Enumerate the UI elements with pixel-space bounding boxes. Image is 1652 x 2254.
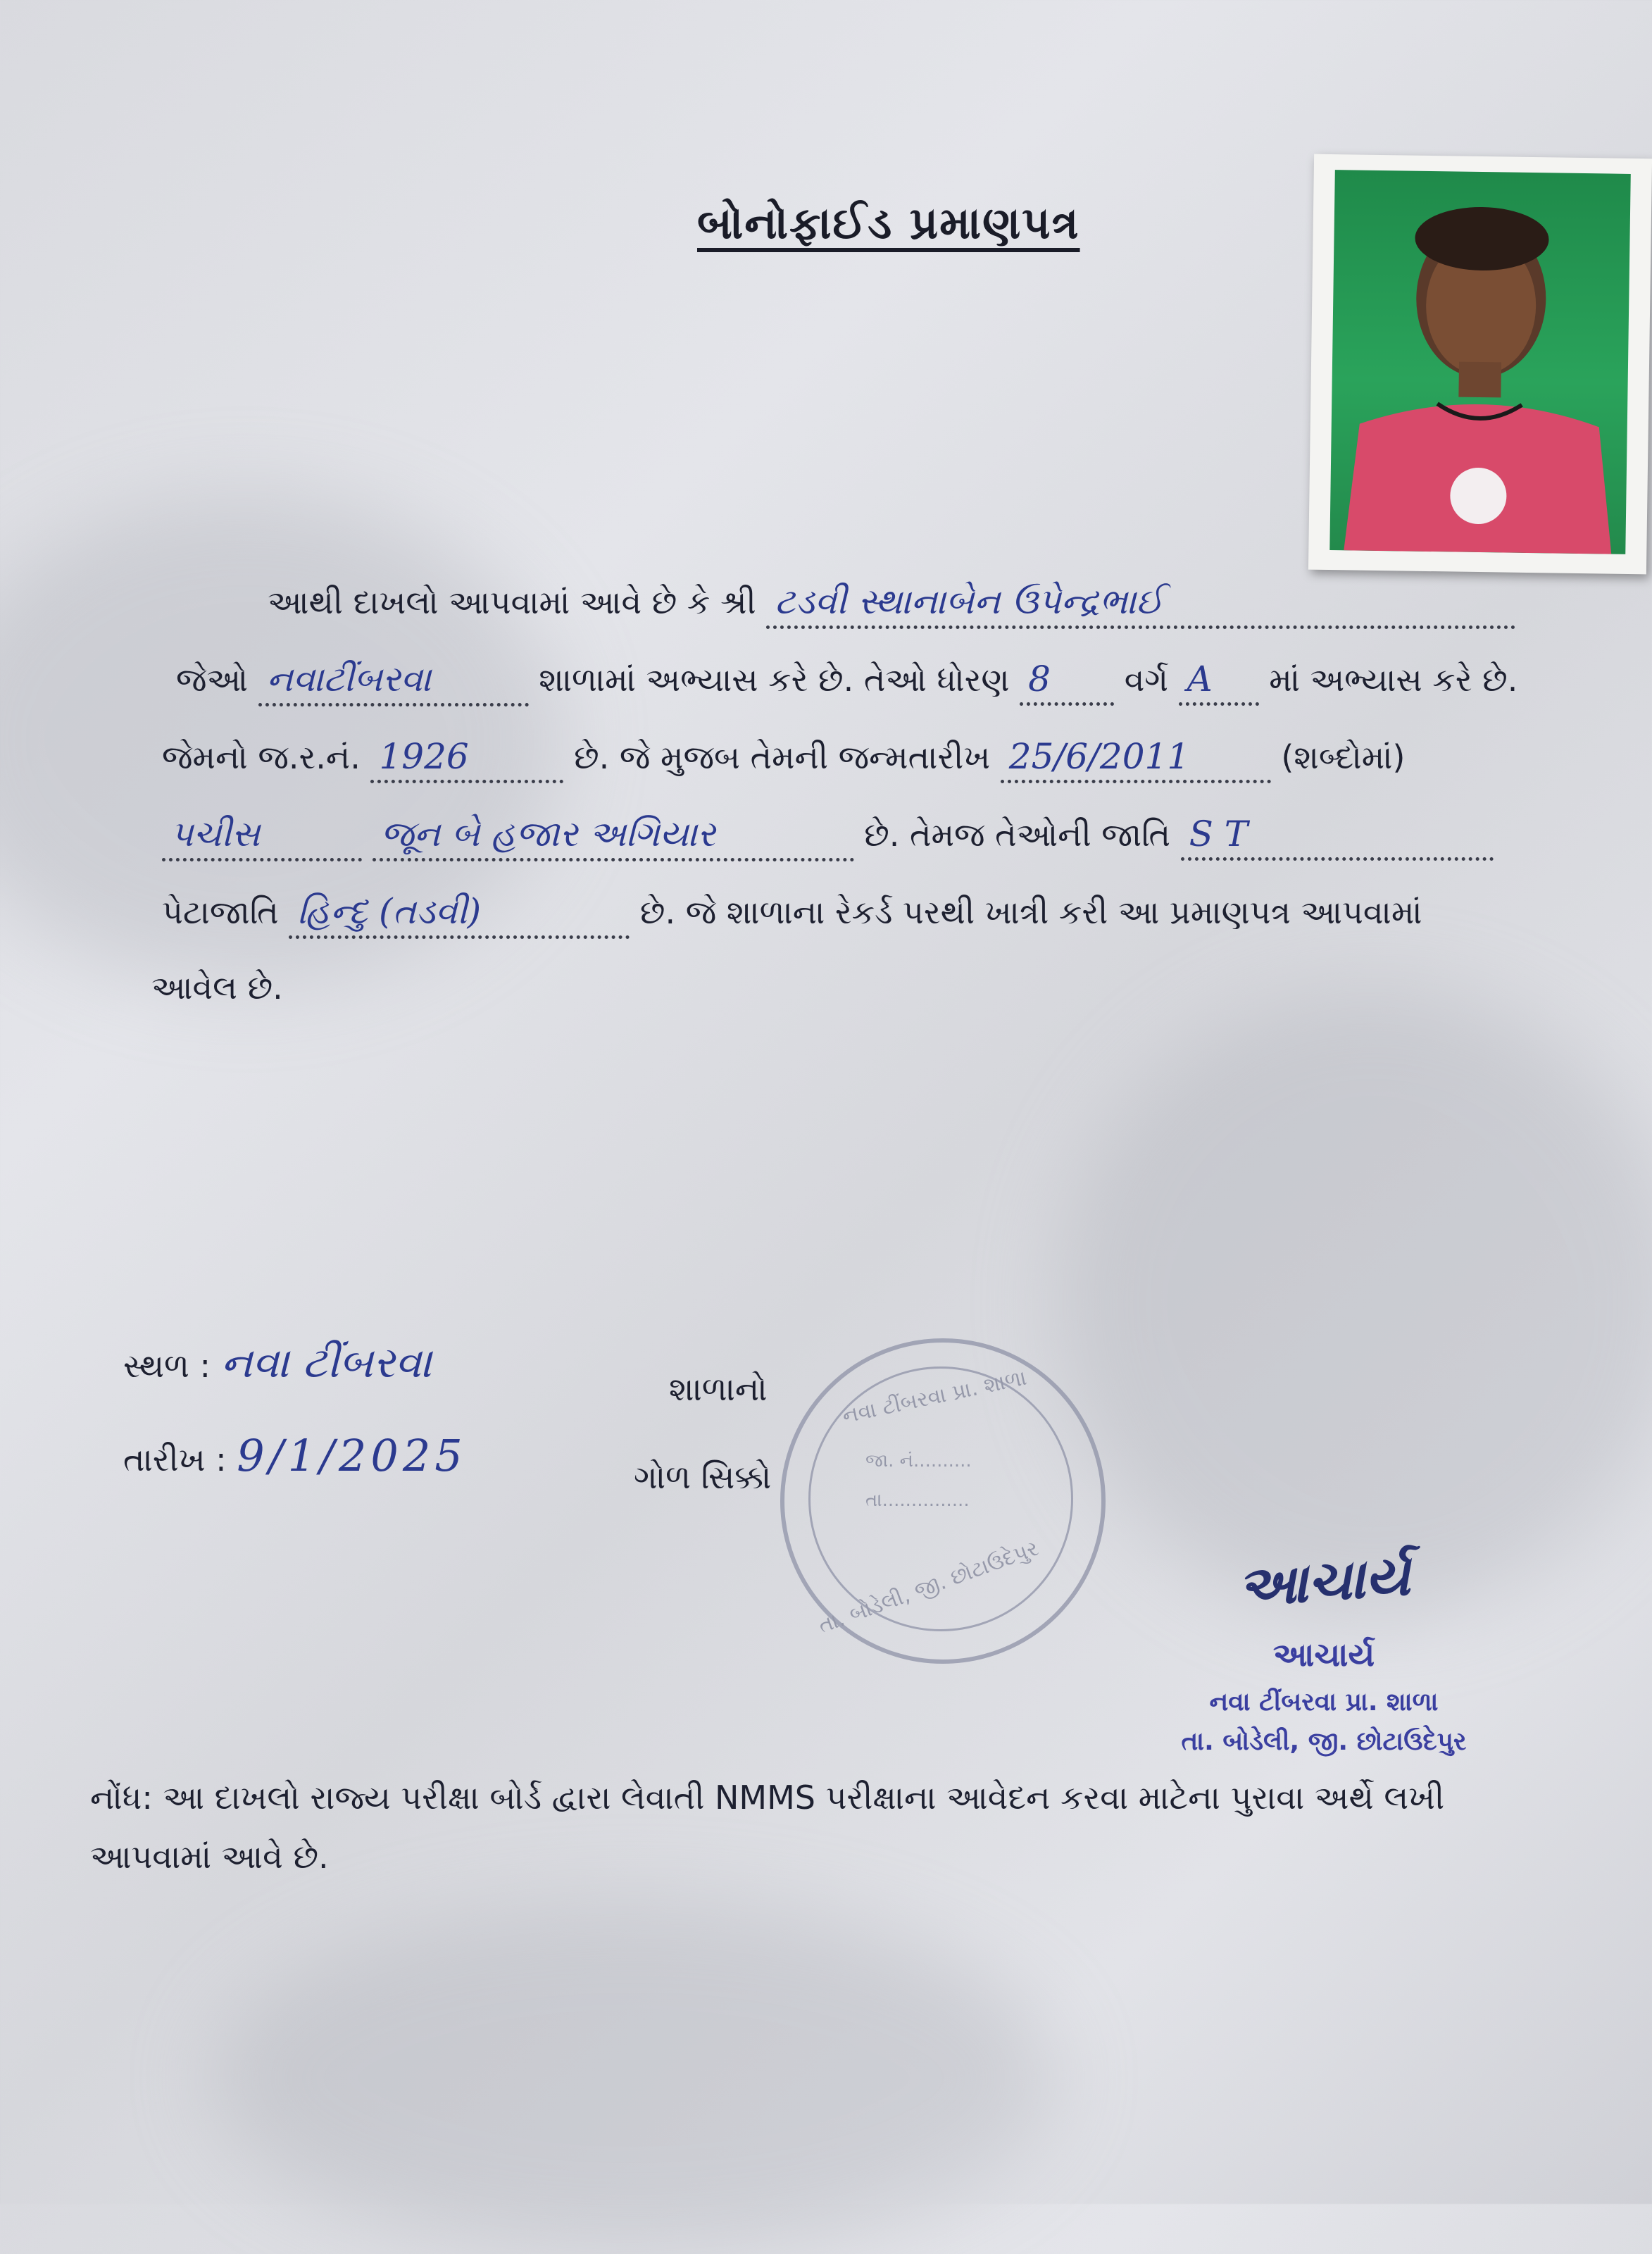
- stamp-bottom-text: તા. બોડેલી, જી. છોટાઉદેપુર: [815, 1536, 1042, 1639]
- date-line: [123, 1430, 467, 1481]
- subcaste-field: હિન્દુ (તડવી): [289, 891, 630, 939]
- body-text: (શબ્દોમાં): [1281, 738, 1406, 776]
- body-text: માં અભ્યાસ કરે છે.: [1269, 661, 1518, 699]
- body-line-1: [268, 581, 1515, 629]
- body-text: જેમનો જ.ર.નં.: [162, 738, 361, 776]
- signatory-role: આચાર્ય: [1272, 1636, 1375, 1674]
- body-text: છે. તેમજ તેઓની જાતિ: [864, 816, 1170, 854]
- place-line: [123, 1338, 432, 1388]
- date-label: તારીખ :: [123, 1440, 227, 1478]
- body-line-5: [162, 891, 1422, 939]
- student-name-field: ટડવી સ્થાનાબેન ઉપેન્દ્રભાઈ: [766, 581, 1515, 629]
- body-text: પેટાજાતિ: [162, 893, 279, 931]
- body-line-6: [151, 969, 283, 1008]
- student-photo-illustration: [1329, 170, 1630, 554]
- body-line-3: [162, 736, 1405, 783]
- body-text: છે. જે શાળાના રેકર્ડ પરથી ખાત્રી કરી આ પ્રમાણપત્ર આપવામાં: [639, 893, 1422, 931]
- dob-words-field-1: પચીસ: [162, 814, 362, 861]
- register-number-field: 1926: [370, 736, 563, 783]
- student-photo-image: [1329, 170, 1630, 554]
- seal-label-1: શાળાનો: [669, 1370, 768, 1408]
- class-field: A: [1179, 659, 1259, 706]
- date-of-birth-field: 25/6/2011: [1001, 736, 1271, 783]
- body-text: શાળામાં અભ્યાસ કરે છે. તેઓ ધોરણ: [539, 661, 1010, 699]
- certificate-title: બોનોફાઈડ પ્રમાણપત્ર: [697, 197, 1080, 249]
- body-text: છે. જે મુજબ તેમની જન્મતારીખ: [574, 738, 991, 776]
- body-line-4: [162, 814, 1494, 861]
- body-text: જેઓ: [176, 661, 249, 699]
- body-text: આથી દાખલો આપવામાં આવે છે કે શ્રી: [268, 583, 756, 621]
- seal-label-2: ગોળ સિક્કો: [634, 1458, 772, 1496]
- student-photo: [1308, 154, 1652, 575]
- body-text: વર્ગ: [1124, 661, 1168, 699]
- signatory-address: તા. બોડેલી, જી. છોટાઉદેપુર: [1181, 1727, 1467, 1756]
- stamp-top-text: નવા ટીંબરવા પ્રા. શાળા: [840, 1365, 1029, 1429]
- handwritten-signature: આચાર્ય: [1235, 1543, 1413, 1620]
- signatory-school: નવા ટીંબરવા પ્રા. શાળા: [1209, 1688, 1439, 1717]
- school-round-stamp: [780, 1338, 1106, 1664]
- place-value: નવા ટીંબરવા: [220, 1338, 432, 1388]
- body-line-2: [176, 659, 1518, 706]
- stamp-line-number: જા. નં..........: [865, 1450, 972, 1471]
- paper-shadow: [1056, 986, 1652, 1620]
- school-name-field: નવાટીંબરવા: [258, 659, 529, 706]
- caste-field: S T: [1181, 814, 1494, 861]
- place-label: સ્થળ :: [123, 1347, 211, 1385]
- dob-words-field-2: જૂન બે હજાર અગિયાર: [373, 814, 854, 861]
- signature-block: [1141, 1543, 1507, 1757]
- standard-field: 8: [1020, 659, 1114, 706]
- date-value: 9/1/2025: [237, 1430, 467, 1481]
- stamp-line-date: તા...............: [865, 1490, 970, 1511]
- paper-shadow: [211, 1902, 1056, 2254]
- body-text: આવેલ છે.: [151, 969, 283, 1007]
- footnote: નોંધ: આ દાખલો રાજ્ય પરીક્ષા બોર્ડ દ્વારા લેવાતી NMMS પરીક્ષાના આવેદન કરવા માટેના પુરાવા અર્થે લખી આપવામાં આવે છે.: [90, 1779, 1445, 1876]
- stamp-inner-lines: [865, 1441, 972, 1520]
